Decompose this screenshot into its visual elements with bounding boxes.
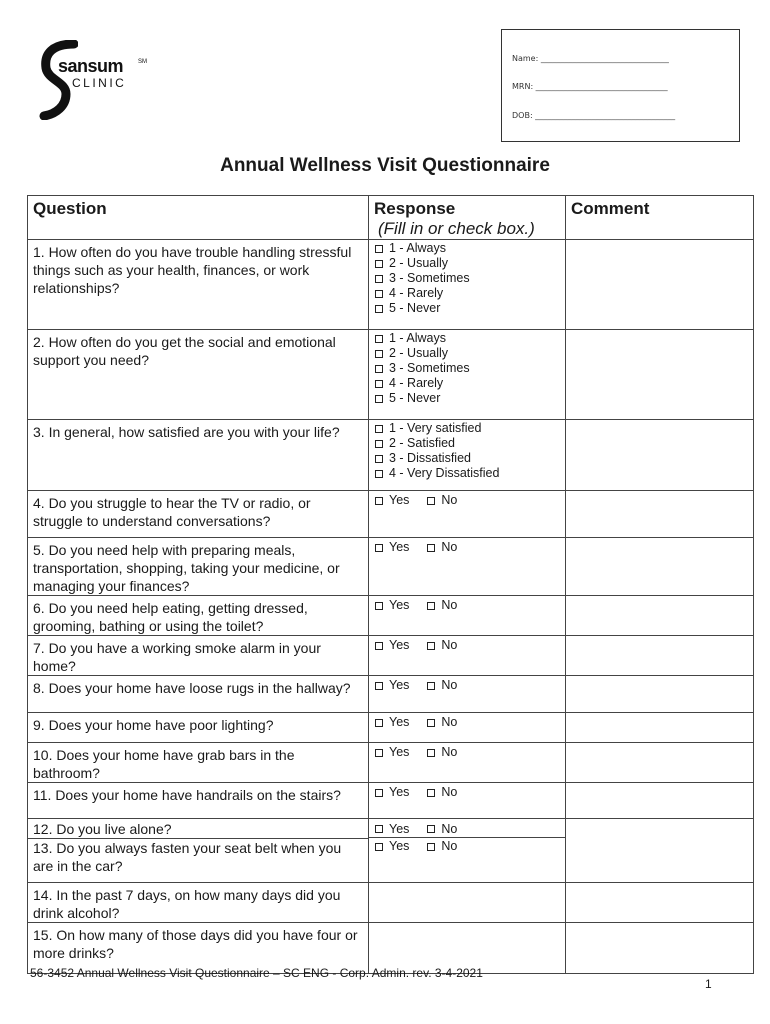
checkbox-icon (375, 749, 383, 757)
comment-cell[interactable] (566, 596, 754, 636)
checkbox-icon (375, 350, 383, 358)
response-5 (369, 538, 566, 596)
checkbox-icon (427, 825, 435, 833)
response-7 (369, 636, 566, 676)
comment-cell[interactable] (566, 330, 754, 420)
checkbox-icon (427, 642, 435, 650)
logo-service-mark: SM (138, 59, 147, 65)
dob-field[interactable]: DOB: ___________________________________ (512, 111, 676, 120)
table-row (28, 636, 754, 676)
comment-cell[interactable] (566, 883, 754, 923)
option-rarely[interactable]: 4 - Rarely (375, 376, 565, 391)
comment-header: Comment (566, 196, 754, 240)
option-yes[interactable]: Yes (375, 822, 409, 837)
option-sometimes[interactable]: 3 - Sometimes (375, 271, 565, 286)
question-12: 12. Do you live alone? (33, 821, 172, 837)
table-row (28, 743, 754, 783)
option-no[interactable]: No (427, 638, 457, 653)
checkbox-icon (375, 365, 383, 373)
questions-12-13-cell (28, 819, 369, 883)
checkbox-icon (375, 789, 383, 797)
patient-id-box (501, 29, 740, 142)
response-8 (369, 676, 566, 713)
option-yes[interactable]: Yes (375, 715, 409, 730)
name-field[interactable]: Name: ________________________________ (512, 54, 669, 63)
option-dissatisfied[interactable]: 3 - Dissatisfied (375, 451, 565, 466)
table-row (28, 240, 754, 330)
checkbox-icon (427, 789, 435, 797)
question-5: 5. Do you need help with preparing meals, transportation, shopping, taking your medicine, or managing your finances? (28, 538, 369, 596)
comment-cell[interactable] (566, 783, 754, 819)
option-no[interactable]: No (427, 540, 457, 555)
question-7: 7. Do you have a working smoke alarm in your home? (28, 636, 369, 676)
question-2: 2. How often do you get the social and emotional support you need? (28, 330, 369, 420)
option-no[interactable]: No (427, 822, 457, 837)
checkbox-icon (427, 843, 435, 851)
table-row (28, 783, 754, 819)
option-yes[interactable]: Yes (375, 493, 409, 508)
checkbox-icon (427, 497, 435, 505)
question-14: 14. In the past 7 days, on how many days did you drink alcohol? (28, 883, 369, 923)
option-satisfied[interactable]: 2 - Satisfied (375, 436, 565, 451)
question-8: 8. Does your home have loose rugs in the hallway? (28, 676, 369, 713)
option-yes[interactable]: Yes (375, 638, 409, 653)
option-yes[interactable]: Yes (375, 678, 409, 693)
question-6: 6. Do you need help eating, getting dressed, grooming, bathing or using the toilet? (28, 596, 369, 636)
option-very-satisfied[interactable]: 1 - Very satisfied (375, 421, 565, 436)
question-13: 13. Do you always fasten your seat belt when you are in the car? (28, 838, 368, 875)
page-title: Annual Wellness Visit Questionnaire (220, 155, 550, 176)
checkbox-icon (427, 749, 435, 757)
comment-cell[interactable] (566, 420, 754, 491)
checkbox-icon (375, 843, 383, 851)
checkbox-icon (375, 290, 383, 298)
comment-cell[interactable] (566, 819, 754, 883)
sansum-clinic-logo (38, 40, 168, 120)
checkbox-icon (375, 335, 383, 343)
checkbox-icon (427, 682, 435, 690)
checkbox-icon (375, 440, 383, 448)
checkbox-icon (427, 602, 435, 610)
option-no[interactable]: No (427, 715, 457, 730)
option-yes[interactable]: Yes (375, 745, 409, 760)
option-usually[interactable]: 2 - Usually (375, 256, 565, 271)
response-2 (369, 330, 566, 420)
table-row (28, 420, 754, 491)
question-11: 11. Does your home have handrails on the stairs? (28, 783, 369, 819)
checkbox-icon (375, 719, 383, 727)
table-row (28, 676, 754, 713)
option-never[interactable]: 5 - Never (375, 301, 565, 316)
question-header: Question (28, 196, 369, 240)
checkbox-icon (427, 544, 435, 552)
mrn-field[interactable]: MRN: _________________________________ (512, 82, 668, 91)
checkbox-icon (427, 719, 435, 727)
checkbox-icon (375, 455, 383, 463)
comment-cell[interactable] (566, 240, 754, 330)
table-row (28, 883, 754, 923)
checkbox-icon (375, 395, 383, 403)
table-row (28, 330, 754, 420)
responses-12-13 (369, 819, 566, 883)
checkbox-icon (375, 602, 383, 610)
comment-cell[interactable] (566, 713, 754, 743)
option-rarely[interactable]: 4 - Rarely (375, 286, 565, 301)
response-9 (369, 713, 566, 743)
option-yes[interactable]: Yes (375, 540, 409, 555)
option-no[interactable]: No (427, 493, 457, 508)
option-yes[interactable]: Yes (375, 785, 409, 800)
checkbox-icon (375, 682, 383, 690)
response-header: Response (374, 199, 456, 218)
checkbox-icon (375, 642, 383, 650)
response-11 (369, 783, 566, 819)
response-10 (369, 743, 566, 783)
response-header-cell (369, 196, 566, 240)
response-14-input[interactable] (369, 883, 566, 923)
question-15: 15. On how many of those days did you have four or more drinks? (28, 923, 369, 974)
option-always[interactable]: 1 - Always (375, 331, 565, 346)
table-row (28, 491, 754, 538)
logo-clinic-text: CLINIC (72, 76, 127, 90)
table-row-group (28, 819, 754, 883)
table-row (28, 538, 754, 596)
table-row (28, 596, 754, 636)
checkbox-icon (375, 380, 383, 388)
question-10: 10. Does your home have grab bars in the bathroom? (28, 743, 369, 783)
logo-wordmark: sansum (58, 56, 124, 76)
comment-cell[interactable] (566, 923, 754, 974)
checkbox-icon (375, 825, 383, 833)
footer-text: 56-3452 Annual Wellness Visit Questionnaire – SC ENG - Corp. Admin. rev. 3-4-2021 (30, 966, 483, 980)
checkbox-icon (375, 544, 383, 552)
page-number: 1 (705, 977, 712, 991)
comment-cell[interactable] (566, 676, 754, 713)
question-9: 9. Does your home have poor lighting? (28, 713, 369, 743)
option-no[interactable]: No (427, 745, 457, 760)
response-6 (369, 596, 566, 636)
option-usually[interactable]: 2 - Usually (375, 346, 565, 361)
checkbox-icon (375, 245, 383, 253)
option-no[interactable]: No (427, 839, 457, 854)
question-3: 3. In general, how satisfied are you with your life? (28, 420, 369, 491)
table-row (28, 713, 754, 743)
checkbox-icon (375, 497, 383, 505)
option-no[interactable]: No (427, 785, 457, 800)
checkbox-icon (375, 305, 383, 313)
response-1 (369, 240, 566, 330)
option-no[interactable]: No (427, 598, 457, 613)
questionnaire-table (27, 195, 754, 974)
comment-cell[interactable] (566, 491, 754, 538)
response-4 (369, 491, 566, 538)
checkbox-icon (375, 275, 383, 283)
option-sometimes[interactable]: 3 - Sometimes (375, 361, 565, 376)
response-3 (369, 420, 566, 491)
checkbox-icon (375, 470, 383, 478)
question-4: 4. Do you struggle to hear the TV or radio, or struggle to understand conversations? (28, 491, 369, 538)
option-never[interactable]: 5 - Never (375, 391, 565, 406)
option-very-dissatisfied[interactable]: 4 - Very Dissatisfied (375, 466, 565, 481)
checkbox-icon (375, 260, 383, 268)
option-always[interactable]: 1 - Always (375, 241, 565, 256)
option-yes[interactable]: Yes (375, 839, 409, 854)
comment-cell[interactable] (566, 636, 754, 676)
response-hint: (Fill in or check box.) (378, 219, 535, 238)
comment-cell[interactable] (566, 538, 754, 596)
option-no[interactable]: No (427, 678, 457, 693)
checkbox-icon (375, 425, 383, 433)
table-header-row (28, 196, 754, 240)
option-yes[interactable]: Yes (375, 598, 409, 613)
question-1: 1. How often do you have trouble handling stressful things such as your health, finances, or work relationships? (28, 240, 369, 330)
comment-cell[interactable] (566, 743, 754, 783)
